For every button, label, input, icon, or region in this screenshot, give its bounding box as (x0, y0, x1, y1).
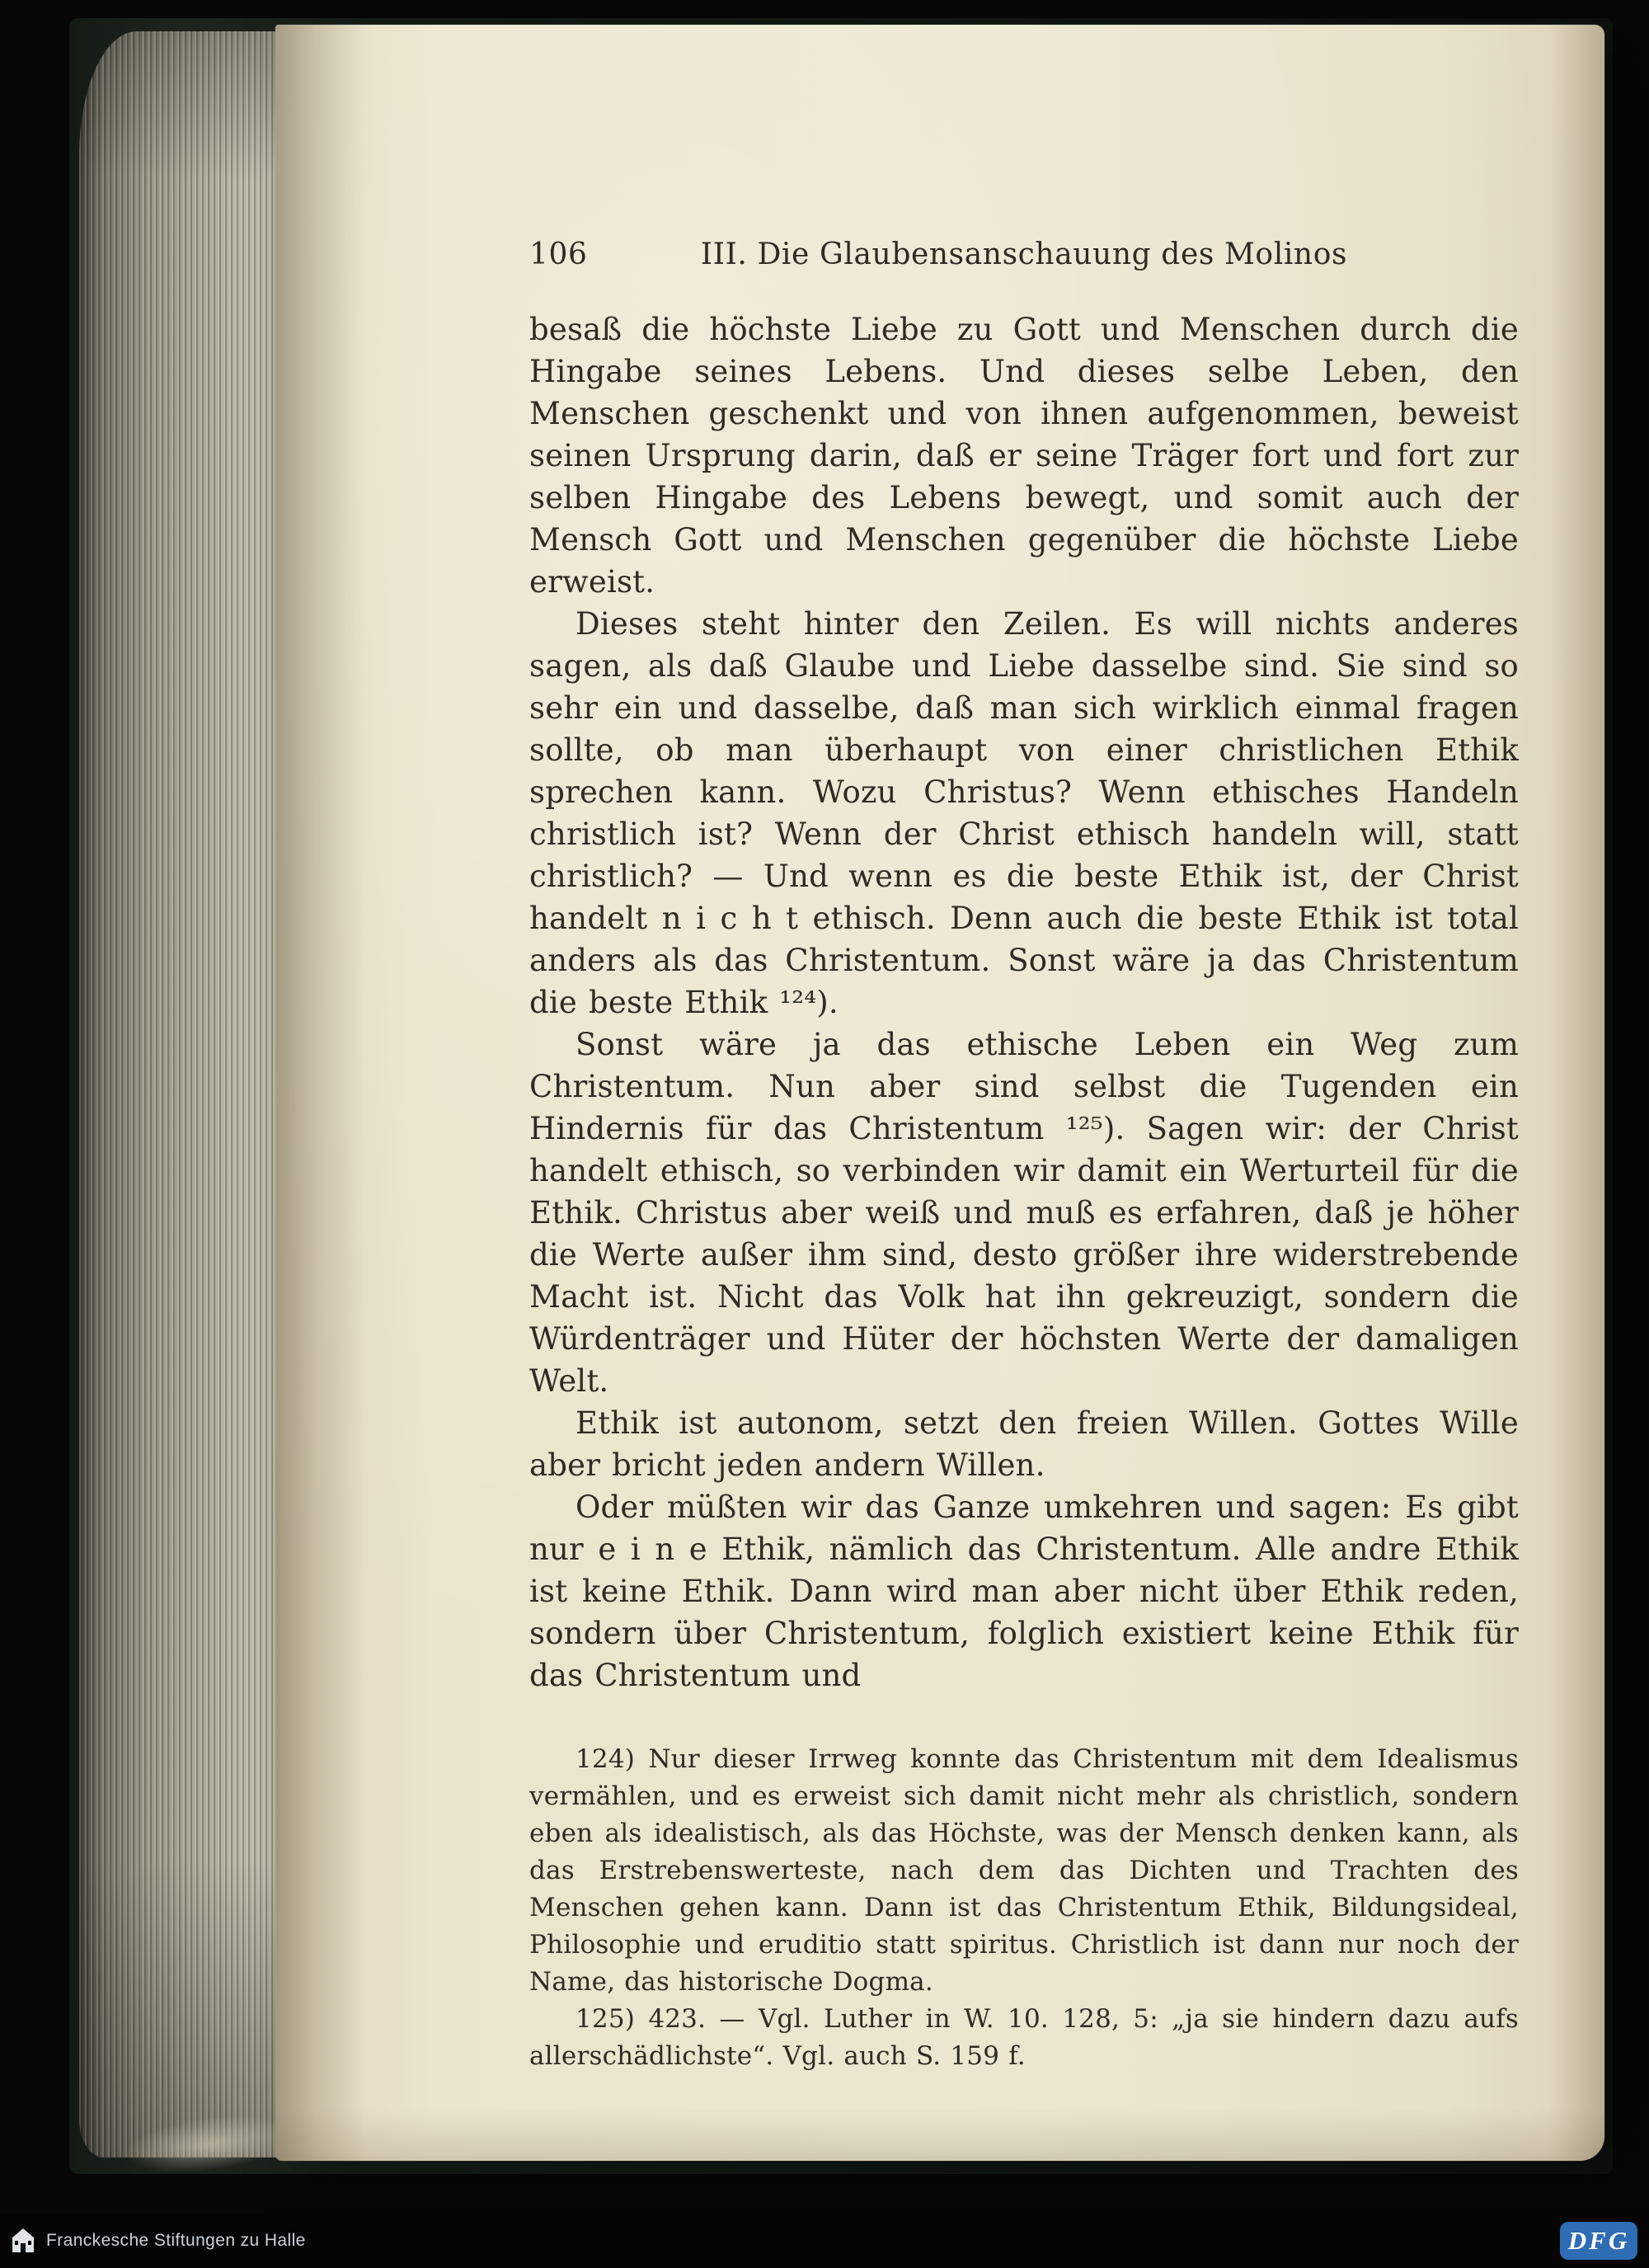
running-header (529, 236, 1519, 274)
page-stack-edges (79, 31, 277, 2157)
footnote: 124) Nur dieser Irrweg konnte das Christentum mit dem Idealismus vermählen, und es erweist sich damit nicht mehr als christlich, sondern eben als idealistisch, als das Höchste, was der Mensch denken kann, als das Erstrebenswerteste, nach dem das Dichten und Trachten des Menschen gehen kann. Dann ist das Christentum Ethik, Bildungsideal, Philosophie und eruditio statt spiritus. Christlich ist dann nur noch der Name, das historische Dogma. (529, 1744, 1519, 1997)
running-header-title: III. Die Glaubensanschauung des Molinos (700, 238, 1348, 271)
library-branding (8, 2226, 306, 2256)
paragraph: Sonst wäre ja das ethische Leben ein Weg zum Christentum. Nun aber sind selbst die Tugenden ein Hindernis für das Christentum ¹²⁵). Sagen wir: der Christ handelt ethisch, so verbinden wir damit ein Werturteil für die Ethik. Christus aber weiß und muß es erfahren, daß je höher die Werte außer ihm sind, desto größer ihre widerstrebende Macht ist. Nicht das Volk hat ihn gekreuzigt, sondern die Würdenträger und Hüter der höchsten Werte der damaligen Welt. (529, 1027, 1519, 1399)
page-text-area (529, 236, 1519, 2075)
scanner-footer-bar (0, 2214, 1649, 2268)
footnote: 125) 423. — Vgl. Luther in W. 10. 128, 5: „ja sie hindern dazu aufs allerschädlichste“. Vgl. auch S. 159 f. (529, 2004, 1519, 2071)
library-name: Franckesche Stiftungen zu Halle (46, 2231, 306, 2250)
paragraph: besaß die höchste Liebe zu Gott und Menschen durch die Hingabe seines Lebens. Und dieses selbe Leben, den Menschen geschenkt und von ihnen aufgenommen, beweist seinen Ursprung darin, daß er seine Träger fort und fort zur selben Hingabe des Lebens bewegt, und somit auch der Mensch Gott und Menschen gegenüber die höchste Liebe erweist. (529, 312, 1519, 600)
page-number: 106 (529, 238, 588, 271)
franckesche-stiftungen-logo-icon (8, 2226, 38, 2256)
dfg-logo: DFG (1560, 2222, 1637, 2260)
body-text (529, 308, 1519, 1696)
gutter-shadow (275, 25, 370, 2161)
book-page (275, 25, 1604, 2161)
paragraph: Ethik ist autonom, setzt den freien Willen. Gottes Wille aber bricht jeden andern Willen. (529, 1405, 1519, 1483)
paragraph: Oder müßten wir das Ganze umkehren und sagen: Es gibt nur e i n e Ethik, nämlich das Christentum. Alle andre Ethik ist keine Ethik. Dann wird man aber nicht über Ethik reden, sondern über Christentum, folglich existiert keine Ethik für das Christentum und (529, 1489, 1519, 1693)
footnotes (529, 1741, 1519, 2075)
paragraph: Dieses steht hinter den Zeilen. Es will nichts anderes sagen, als daß Glaube und Liebe dasselbe sind. Sie sind so sehr ein und dasselbe, daß man sich wirklich einmal fragen sollte, ob man überhaupt von einer christlichen Ethik sprechen kann. Wozu Christus? Wenn ethisches Handeln christlich ist? Wenn der Christ ethisch handeln will, statt christlich? — Und wenn es die beste Ethik ist, der Christ handelt n i c h t ethisch. Denn auch die beste Ethik ist total anders als das Christentum. Sonst wäre ja das Christentum die beste Ethik ¹²⁴). (529, 606, 1519, 1020)
